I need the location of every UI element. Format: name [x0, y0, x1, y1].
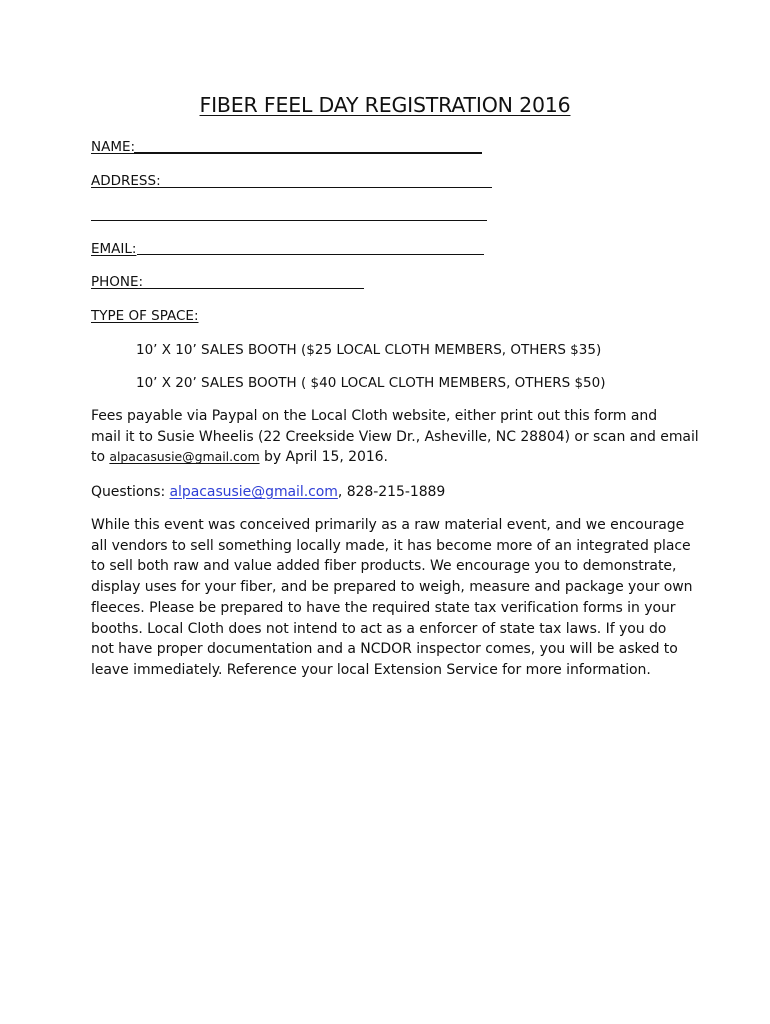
policy-line: While this event was conceived primarily as a raw material event, and we encourage	[91, 517, 685, 533]
fees-line: mail it to Susie Wheelis (22 Creekside View Dr., Asheville, NC 28804) or scan and email	[91, 428, 699, 445]
space-type-label: TYPE OF SPACE:	[91, 308, 199, 324]
phone-label: PHONE:	[91, 274, 144, 290]
policy-line: display uses for your fiber, and be prepared to weigh, measure and package your own	[91, 579, 693, 596]
form-title: FIBER FEEL DAY REGISTRATION 2016	[199, 93, 571, 117]
address-field	[91, 172, 161, 190]
space-option-10x10: 10’ X 10’ SALES BOOTH ($25 LOCAL CLOTH MEMBERS, OTHERS $35)	[136, 342, 602, 358]
email-label: EMAIL:	[91, 241, 137, 257]
policy-line: all vendors to sell something locally made, it has become more of an integrated place	[91, 537, 691, 554]
questions-phone: , 828-215-1889	[337, 484, 446, 500]
address-input-line-2[interactable]	[91, 220, 487, 221]
phone-input-line[interactable]	[142, 288, 364, 289]
policy-line: leave immediately. Reference your local Extension Service for more information.	[91, 661, 651, 678]
policy-line: booths. Local Cloth does not intend to act as a enforcer of state tax laws. If you do	[91, 620, 667, 637]
fees-paragraph	[91, 406, 699, 468]
fees-deadline-text: by April 15, 2016.	[259, 449, 388, 466]
phone-field	[91, 273, 143, 291]
fees-line: Fees payable via Paypal on the Local Cloth website, either print out this form and	[91, 408, 658, 424]
space-option-10x20: 10’ X 20’ SALES BOOTH ( $40 LOCAL CLOTH MEMBERS, OTHERS $50)	[136, 375, 606, 391]
questions-line	[91, 482, 691, 503]
fees-email-link[interactable]: alpacasusie@gmail.com	[109, 449, 260, 465]
address-input-line[interactable]	[154, 187, 492, 188]
email-input-line[interactable]	[137, 254, 484, 255]
space-type-field	[91, 307, 199, 325]
policy-line: to sell both raw and value added fiber products. We encourage you to demonstrate,	[91, 558, 677, 575]
fees-to-text: to	[91, 449, 110, 466]
email-field	[91, 240, 136, 258]
name-field	[91, 138, 135, 156]
name-label: NAME:	[91, 139, 136, 155]
name-input-line[interactable]	[134, 152, 482, 154]
questions-label: Questions:	[91, 484, 170, 500]
policy-line: not have proper documentation and a NCDOR inspector comes, you will be asked to	[91, 641, 678, 658]
address-label: ADDRESS:	[91, 173, 161, 189]
policy-paragraph	[91, 515, 691, 681]
questions-email-link[interactable]: alpacasusie@gmail.com	[169, 484, 338, 500]
fees-line	[91, 447, 691, 468]
policy-line: fleeces. Please be prepared to have the required state tax verification forms in your	[91, 599, 676, 616]
